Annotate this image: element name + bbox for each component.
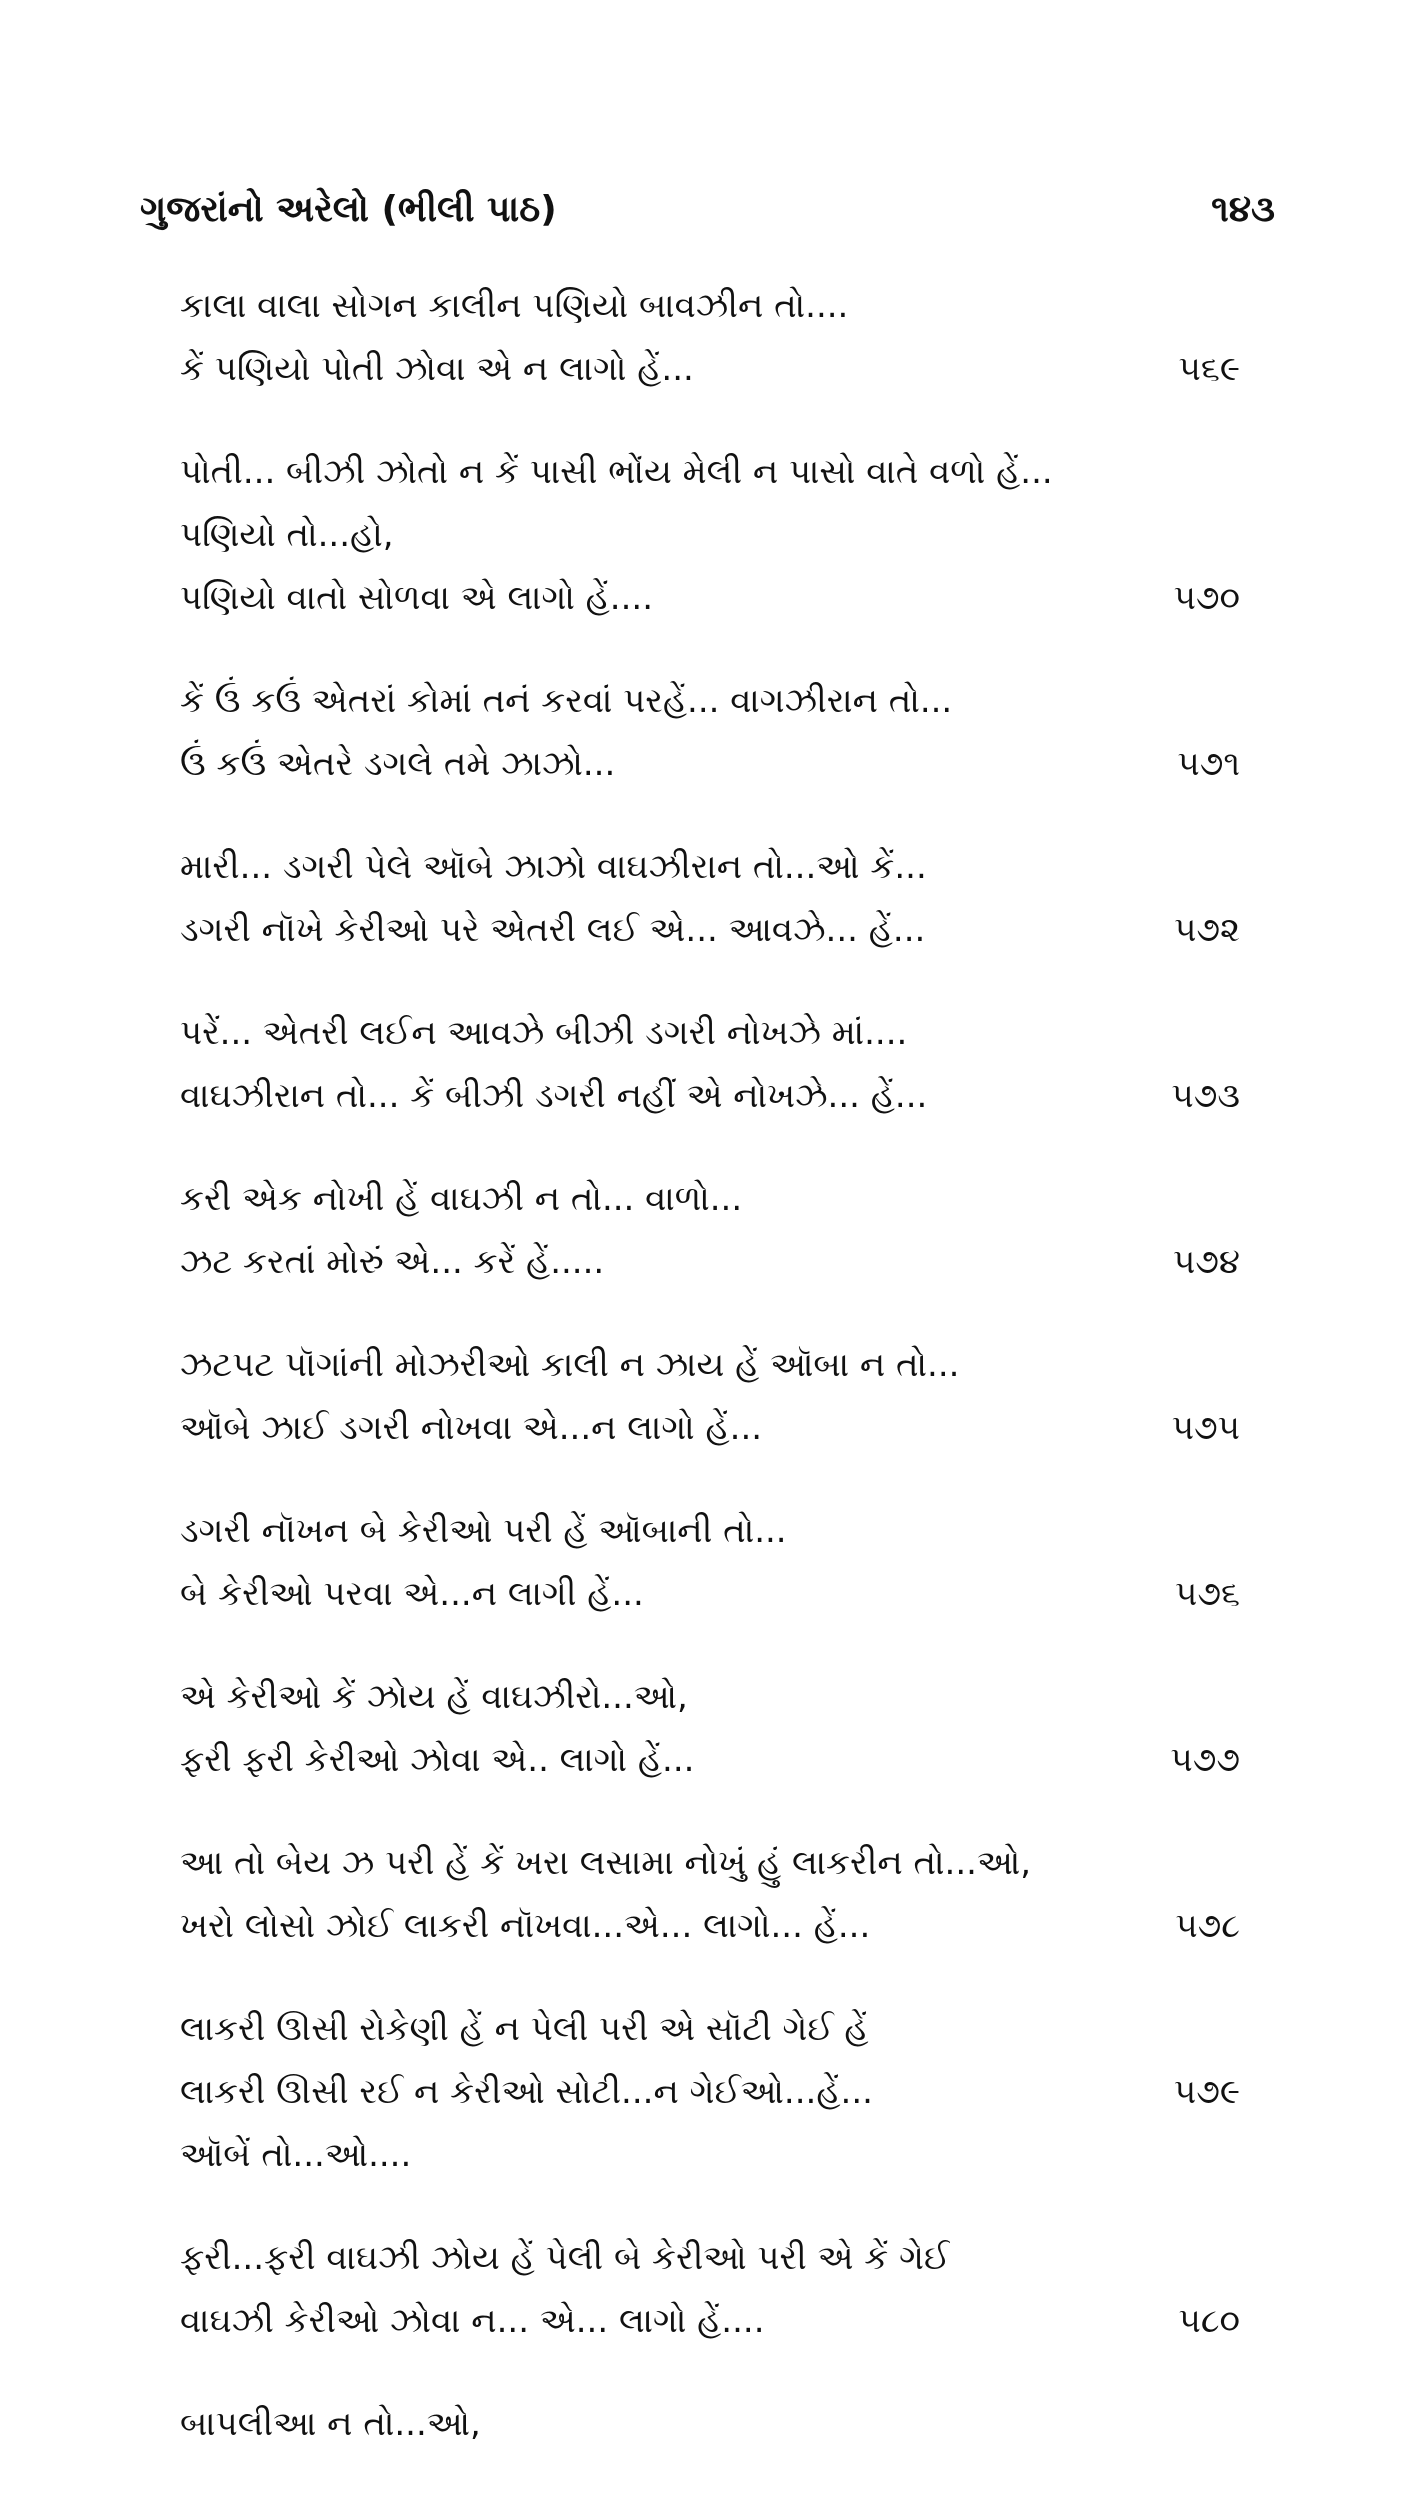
- verse-line: [180, 733, 1240, 796]
- verse-number: ૫૭૮: [1175, 1906, 1240, 1946]
- verse-line: [180, 1666, 1240, 1729]
- verse-number: ૫૮૦: [1178, 2301, 1240, 2341]
- verse-line: [180, 1895, 1240, 1958]
- verse-line: [180, 441, 1240, 504]
- verse-line: [180, 2393, 1240, 2456]
- verse-text: ફરી...ફરી વાઘઝી ઝોય હેં પેલી બે કેરીઓ પરી એ કેં ગેઈ: [180, 2238, 951, 2278]
- verse-text: ઝટ કરતાં મોરું એ... કરેં હેં.....: [180, 1242, 605, 1282]
- verse-text: કાલા વાલા સોગન કાલીન પણિયો બાવઝીન તો....: [180, 286, 849, 326]
- verse-text: ઑબેં તો...ઓ....: [180, 2135, 412, 2175]
- verse-line: [180, 1168, 1240, 1231]
- verse-text: ઑબે ઝાઈ ડગરી નોખવા એ...ન લાગો હેં...: [180, 1408, 763, 1448]
- stanza: [180, 441, 1240, 630]
- verse-text: બાપલીઆ ન તો...ઓ,: [180, 2404, 481, 2444]
- stanza: [180, 1500, 1240, 1626]
- verse-text: પણિયો તો...હો,: [180, 515, 394, 555]
- verse-line: [180, 2124, 1240, 2187]
- verse-line: [180, 338, 1240, 401]
- stanza: [180, 1666, 1240, 1792]
- verse-line: [180, 2227, 1240, 2290]
- running-header: [140, 180, 1275, 240]
- verse-line: [180, 1397, 1240, 1460]
- verse-text: કેં ઉં કઉં એતરાં કોમાં તનં કરવાં પરહેં... વાગઝીરાન તો...: [180, 681, 953, 721]
- verse-text: કેં પણિયો પોતી ઝોવા એ ન લાગો હેં...: [180, 349, 694, 389]
- verse-text: પોતી... બીઝી ઝોતો ન કેં પાસી ભોંય મેલી ન પાસો વાતે વળો હેં...: [180, 452, 1053, 492]
- stanza: [180, 1832, 1240, 1958]
- page-number: ૧૪૩: [1211, 189, 1275, 230]
- verse-text: ઝટપટ પૉગાંની મોઝરીઓ કાલી ન ઝાય હેં ઑબા ન તો...: [180, 1345, 960, 1385]
- verse-number: ૫૭૦: [1173, 578, 1240, 618]
- verse-number: ૫૭૬: [1174, 1574, 1240, 1614]
- stanza: [180, 670, 1240, 796]
- verse-text: આ તો બેય ઝ પરી હેં કેં ખરા લસામા નોખું હું લાકરીન તો...ઓ,: [180, 1843, 1032, 1883]
- verse-text: કરી એક નોખી હેં વાઘઝી ન તો... વાળો...: [180, 1179, 743, 1219]
- verse-number: ૫૭૧: [1177, 744, 1240, 784]
- verse-line: [180, 504, 1240, 567]
- verse-line: [180, 567, 1240, 630]
- verse-line: [180, 899, 1240, 962]
- verse-text: મારી... ડગરી પેલે ઑબે ઝાઝો વાઘઝીરાન તો...ઓ કેં...: [180, 847, 927, 887]
- verse-line: [180, 1002, 1240, 1065]
- verse-line: [180, 1231, 1240, 1294]
- verse-text: બે કેરીઓ પરવા એ...ન લાગી હેં...: [180, 1574, 644, 1614]
- verse-line: [180, 275, 1240, 338]
- stanza: [180, 2227, 1240, 2353]
- verse-line: [180, 1832, 1240, 1895]
- stanza: [180, 1334, 1240, 1460]
- verse-text: ડગરી નૉખન બે કેરીઓ પરી હેં ઑબાની તો...: [180, 1511, 787, 1551]
- verse-number: ૫૬૯: [1178, 349, 1240, 389]
- verse-line: [180, 1065, 1240, 1128]
- verse-number: ૫૭૩: [1171, 1076, 1240, 1116]
- stanza: [180, 275, 1240, 401]
- verse-number: ૫૭૨: [1174, 910, 1240, 950]
- verse-number: ૫૭૪: [1172, 1242, 1240, 1282]
- verse-line: [180, 836, 1240, 899]
- verse-text: લાકરી ઊસી રઈ ન કેરીઓ સોટી...ન ગેઈઓ...હેં...: [180, 2072, 873, 2112]
- verse-line: [180, 670, 1240, 733]
- stanza: [180, 836, 1240, 962]
- verse-line: [180, 2290, 1240, 2353]
- verse-text: ઉં કઉં એતરે ડગલે તમે ઝાઝો...: [180, 744, 616, 784]
- verse-text: લાકરી ઊસી રોકેણી હેં ન પેલી પરી એ સૉટી ગેઈ હેં: [180, 2009, 869, 2049]
- verse-line: [180, 1998, 1240, 2061]
- verse-number: ૫૭૭: [1170, 1740, 1240, 1780]
- verse-line: [180, 1729, 1240, 1792]
- stanza: [180, 2393, 1240, 2456]
- verse-text: એ કેરીઓ કેં ઝોય હેં વાઘઝીરો...ઓ,: [180, 1677, 688, 1717]
- verse-number: ૫૭૯: [1173, 2072, 1240, 2112]
- verse-text: ફરી ફરી કેરીઓ ઝોવા એ.. લાગો હેં...: [180, 1740, 695, 1780]
- stanza: [180, 1002, 1240, 1128]
- running-title: ગુજરાંનો અરેલો (ભીલી પાઠ): [140, 189, 557, 230]
- verse-body: [180, 275, 1240, 2496]
- verse-text: ડગરી નૉખે કેરીઓ પરે એતરી લઈ એ... આવઝે... હેં...: [180, 910, 926, 950]
- verse-number: ૫૭૫: [1171, 1408, 1240, 1448]
- verse-line: [180, 1334, 1240, 1397]
- verse-text: વાઘઝીરાન તો... કેં બીઝી ડગરી નહીં એ નોખઝે... હેં...: [180, 1076, 928, 1116]
- stanza: [180, 1998, 1240, 2187]
- verse-text: પણિયો વાતો સોળવા એ લાગો હેં....: [180, 578, 654, 618]
- verse-line: [180, 1500, 1240, 1563]
- verse-text: પરેં... એતરી લઈન આવઝે બીઝી ડગરી નોખઝે માં....: [180, 1013, 908, 1053]
- verse-text: ખરો લોસો ઝોઈ લાકરી નૉખવા...એ... લાગો... હેં...: [180, 1906, 871, 1946]
- verse-line: [180, 1563, 1240, 1626]
- verse-text: વાઘઝી કેરીઓ ઝોવા ન... એ... લાગો હેં....: [180, 2301, 765, 2341]
- verse-line: [180, 2061, 1240, 2124]
- stanza: [180, 1168, 1240, 1294]
